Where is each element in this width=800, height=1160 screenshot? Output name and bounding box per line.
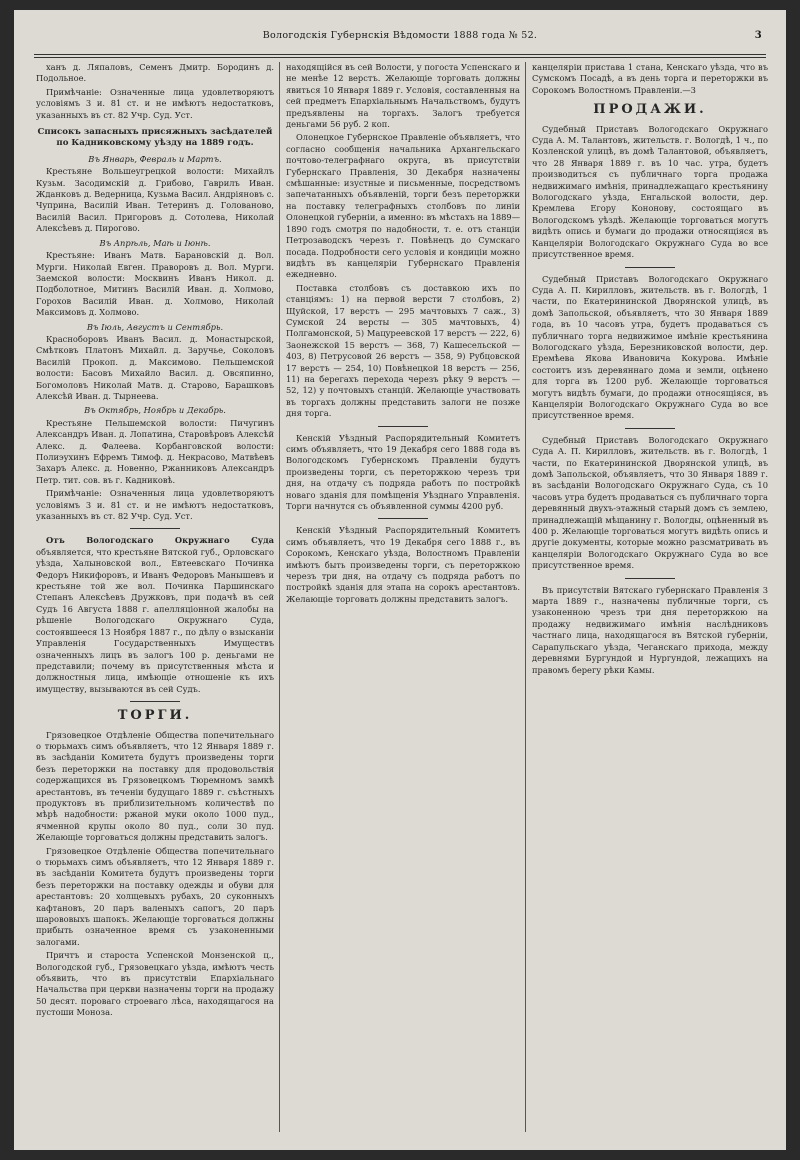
column-1 <box>36 62 274 1132</box>
sale-notice-4: Въ присутствіи Вятскаго губернскаго Правленія 3 марта 1889 г., назначены публичные торги, съ узаконенною чрезъ три дня переторжкою на продажу недвижимаго имѣнія наслѣдниковъ частнаго лица, находящагося въ Вятской губерніи, Сарапульскаго уѣзда, Чеганскаго прихода, между деревнями Бургундой и Нургундой, лежащихъ на правомъ берегу рѣки Камы. <box>532 584 768 675</box>
column-3 <box>532 62 768 1132</box>
prodazhi-heading: ПРОДАЖИ. <box>593 102 707 118</box>
telegraph-notice-cont: Поставка столбовъ съ доставкою ихъ по станціямъ: 1) на первой версти 7 столбовъ, 2) Щуйской, 17 верстъ — 295 мачтовыхъ 7 саж., 3) Сумской 24 версты — 305 мачтовыхъ, 4) Полгамонской, 5) Мацуреевской 17 верстъ — 222, 6) Заонежской 15 верстъ — 368, 7) Кашесельской — 403, 8) Петрусовой 26 верстъ — 358, 9) Рубцовской 17 верстъ — 254, 10) Повѣнецкой 18 верстъ — 256, 11) на берегахъ перехода черезъ рѣку 9 верстъ — 52, 12) у почтовыхъ станцій. Желающіе участвовать въ торгахъ должны представить залоги не позже дня торга. <box>286 282 520 419</box>
quarter-1-heading: Въ Январь, Февраль и Мартъ. <box>88 153 222 164</box>
column-2 <box>286 62 520 1132</box>
col1-opening: ханъ д. Ляпаловъ, Семенъ Дмитр. Бородинъ д. Подольное. <box>36 62 274 84</box>
separator <box>625 578 675 579</box>
separator <box>130 701 180 702</box>
separator <box>625 428 675 429</box>
separator <box>378 426 428 427</box>
col3-opening: канцеляріи пристава 1 стана, Кенскаго уѣзда, что въ Сумскомъ Посадѣ, а въ день торга и переторжки въ Сорокомъ Волостномъ Правленіи.—3 <box>532 62 768 95</box>
quarter-2-text: Крестьяне: Иванъ Матв. Барановскій д. Вол. Мурги. Николай Евген. Праворовъ д. Вол. Мурги. Заемской волости: Москвинъ Иванъ Никол. д. Подболотное, Митинъ Василій Иван. д. Холмово, Горохов Василій Иван. д. Холмово, Николай Максимовъ д. Холмово. <box>36 250 274 318</box>
quarter-4-heading: Въ Октябрь, Ноябрь и Декабрь. <box>84 405 226 416</box>
header-rule <box>34 54 766 58</box>
page-number: 3 <box>754 30 762 41</box>
sale-notice-1: Судебный Приставъ Вологодскаго Окружнаго Суда А. М. Талантовъ, жительств. г. Вологдѣ, 1 ч., по Козленской улицѣ, въ домѣ Талантовой, объявляетъ, что 28 Января 1889 г. въ 10 час. утра, будетъ производиться съ публичнаго торга продажа недвижимаго имѣнія, принадлежащаго крестьянину Вологодскаго уѣзда, Енгальской волости, дер. Кремлева Егору Кононову, состоящаго въ Вологодскомъ уѣздѣ. Желающіе торговаться могутъ видѣть опись и бумаги до продажи относящіяся въ Канцеляріи Вологодскаго Окружнаго Суда во все присутственное время. <box>532 123 768 260</box>
separator <box>130 528 180 529</box>
quarter-4-text: Крестьяне Пельшемской волости: Пичугинъ Александръ Иван. д. Лопатина, Старовѣровъ Алексѣй Алекс. д. Фалеева. Корбанговской волости: Полиэухинъ Ефремъ Тимоф. д. Некрасово, Матвѣевъ Захаръ Алекс. д. Новенно, Ржанниковъ Александръ Петр. тит. сов. въ г. Кадниковѣ. <box>36 417 274 485</box>
quarter-2-heading: Въ Апрѣль, Маѣ и Іюнѣ. <box>99 237 211 248</box>
kensk-notice-1: Кенскій Уѣздный Распорядительный Комитетъ симъ объявляетъ, что 19 Декабря сего 1888 года въ Вологодскомъ Губернскомъ Правленіи будутъ произведены торги, съ переторжкою черезъ три дня, на отдачу съ подряда работъ по постройкѣ новаго зданія для помѣщенія Уѣзднаго Управленія. Торги начнутся съ объявленной суммы 4200 руб. <box>286 432 520 512</box>
kensk-notice-2: Кенскій Уѣздный Распорядительный Комитетъ симъ объявляетъ, что 19 Декабря сего 1888 г., въ Сорокомъ, Кенскаго уѣзда, Волостномъ Правленіи имѣютъ быть произведены торги, съ переторжкою черезъ три дня, на отдачу съ подряда работъ по постройкѣ зданія для этапа на сорокъ арестантовъ. Желающіе торговать должны представить залогъ. <box>286 525 520 604</box>
quarter-3-heading: Въ Іюль, Августъ и Сентябрь. <box>86 321 224 332</box>
torgi-notice-2: Грязовецкое Отдѣленіе Общества попечительнаго о тюрьмахъ симъ объявляетъ, что 12 Января 1889 г. въ засѣданіи Комитета будутъ произведены торги безъ переторжки на поставку одежды и обуви для арестантовъ: 20 холщевыхъ рубахъ, 20 суконныхъ кафтановъ, 20 паръ валеныхъ сапогъ, 20 паръ шарововыхъ шапокъ. Желающіе торговаться должны прибыть означенное время съ узаконенными залогами. <box>36 845 274 947</box>
torgi-notice-3: Причтъ и староста Успенской Монзенской ц., Вологодской губ., Грязовецкаго уѣзда, имѣютъ честь объявить, что въ присутствіи Епархіальнаго Начальства при церкви назначены торги на продажу 50 десят. пороваго строеваго лѣса, находящагося на пустоши Моноза. <box>36 950 274 1018</box>
separator <box>625 267 675 268</box>
jurors-list-title: Списокъ запасныхъ присяжныхъ засѣдателей по Кадниковскому уѣзду на 1889 годъ. <box>37 127 273 149</box>
col2-opening: находящійся въ сей Волости, у погоста Успенскаго и не менѣе 12 верстъ. Желающіе торговать должны явиться 10 Января 1889 г. Условія, составленныя на сей предметъ Епархіальнымъ Начальствомъ, будутъ предъявлены на торгахъ. Залогъ требуется деньгами 56 руб. 2 коп. <box>286 62 520 130</box>
torgi-heading: ТОРГИ. <box>117 708 193 724</box>
torgi-notice-1: Грязовецкое Отдѣленіе Общества попечительнаго о тюрьмахъ симъ объявляетъ, что 12 Января 1889 г. въ засѣданіи Комитета будутъ произведены торги безъ переторжки на поставку для продовольствія содержащихся въ Грязовецкомъ Тюремномъ замкѣ арестантовъ, въ теченіи будущаго 1889 г. съѣстныхъ продуктовъ въ приблизительномъ количествѣ по мѣрѣ надобности: ржаной муки около 1000 пуд., ячменной крупы около 80 пуд., соли 30 пуд. Желающіе торговаться должны представить залогъ. <box>36 729 274 843</box>
col1-note-1: Примѣчаніе: Означенные лица удовлетворяютъ условіямъ 3 и. 81 ст. и не имѣютъ недостатковъ, указанныхъ въ ст. 82 Учр. Суд. Уст. <box>36 86 274 120</box>
sale-notice-2: Судебный Приставъ Вологодскаго Окружнаго Суда А. П. Кирилловъ, жительств. въ г. Вологдѣ, 1 части, по Екатерининской Дворянской улицѣ, въ домѣ Запольской, объявляетъ, что 30 Января 1889 года, въ 10 часовъ утра, будетъ продаваться съ публичнаго торга недвижимое имѣніе крестьянина Вологодскаго уѣзда, Березниковской волости, дер. Еремѣева Якова Ивановича Кокурова. Имѣніе состоитъ изъ деревяннаго дома и земли, оцѣнено для торга въ 1200 руб. Желающіе торговаться могутъ видѣть бумаги, до продажи относящіяся, въ Канцеляріи Вологодскаго Окружнаго Суда во все присутственное время. <box>532 273 768 421</box>
page-header <box>14 30 786 50</box>
quarter-3-text: Красноборовъ Иванъ Васил. д. Монастырской, Смѣтковъ Платонъ Михайл. д. Заручье, Соколовъ Василій Прокоп. д. Максимово. Пельшемской волости: Басовъ Михайло Васил. д. Овсяпинно, Богомоловъ Николай Матв. д. Старово, Барашковъ Алексѣй Иван. д. Тырнеева. <box>36 333 274 401</box>
sale-notice-3: Судебный Приставъ Вологодскаго Окружнаго Суда А. П. Кирилловъ, жительств. въ г. Вологдѣ, 1 части, по Екатерининской Дворянской улицѣ, въ домѣ Запольской, объявляетъ, что 30 Января 1889 г. въ засѣданіи Вологодскаго Окружнаго Суда, съ 10 часовъ утра будетъ продаваться съ публичнаго торга деревянный двухъ-этажный старый домъ съ землею, принадлежащій мѣщанину г. Вологды, оцѣненный въ 400 р. Желающіе торговаться могутъ видѣть опись и другіе документы, которые можно разсматривать въ канцеляріи Вологодскаго Окружнаго Суда во все присутственное время. <box>532 434 768 571</box>
col1-note-2: Примѣчаніе: Означенныя лица удовлетворяютъ условіямъ 3 и. 81 ст. и не имѣютъ недостатковъ, указанныхъ въ ст. 82 Учр. Суд. Уст. <box>36 488 274 522</box>
newspaper-page <box>14 10 786 1150</box>
court-notice-lead: Отъ Вологодскаго Окружнаго Суда <box>46 535 274 546</box>
telegraph-notice: Олонецкое Губернское Правленіе объявляетъ, что согласно сообщенія начальника Архангельскаго почтово-телеграфнаго округа, въ присутствіи Губернскаго Правленія, 30 Декабря назначены смѣшанные: изустные и письменные, посредствомъ запечатанныхъ объявленій, торги безъ переторжки на поставку телеграфныхъ столбовъ по линіи Олонецкой губерніи, а именно: въ мѣстахъ на 1889—1890 годъ смотря по надобности, т. е. отъ станціи Петрозаводскъ черезъ г. Повѣнецъ до Сумскаго посада. Подробности сего условія и кондиціи можно видѣть въ канцеляріи Губернскаго Правленія ежедневно. <box>286 132 520 280</box>
masthead-title: Вологодскія Губернскія Вѣдомости 1888 года № 52. <box>262 30 538 41</box>
column-divider-1 <box>279 62 280 1132</box>
quarter-1-text: Крестьяне Вольшеугрецкой волости: Михайлъ Кузьм. Засодимскій д. Грибово, Гаврилъ Иван. Жданковъ д. Ведерница, Кузьма Васил. Андріяновъ с. Чуприна, Василій Иван. Тетеринъ д. Голованово, Василій Васил. Пригоровъ д. Сотолева, Николай Алексѣевъ д. Пирогово. <box>36 166 274 234</box>
court-notice-text: объявляется, что крестьяне Вятской губ., Орловскаго уѣзда, Халыновской вол., Евтеевскаго Починка Федоръ Никифоровъ, и Иванъ Федоровъ Манышевъ и крестьяне той же вол. Починка Паршинскаго Степанъ Алексѣевъ Дружковъ, при подачѣ въ сей Судъ 16 Августа 1888 г. апелляціонной жалобы на рѣшеніе Вологодскаго Окружнаго Суда, состоявшееся 13 Ноября 1887 г., по дѣлу о взысканіи Управленія Государственныхъ Имуществъ означенныхъ лицъ въ залогъ 100 р. деньгами не представили; почему въ присутственныя мѣста и должностныя лица, имѣющіе отношеніе къ ихъ имуществу, вызываются въ сей Судъ. <box>36 546 274 694</box>
court-notice <box>36 535 274 695</box>
separator <box>378 518 428 519</box>
column-divider-2 <box>525 62 526 1132</box>
